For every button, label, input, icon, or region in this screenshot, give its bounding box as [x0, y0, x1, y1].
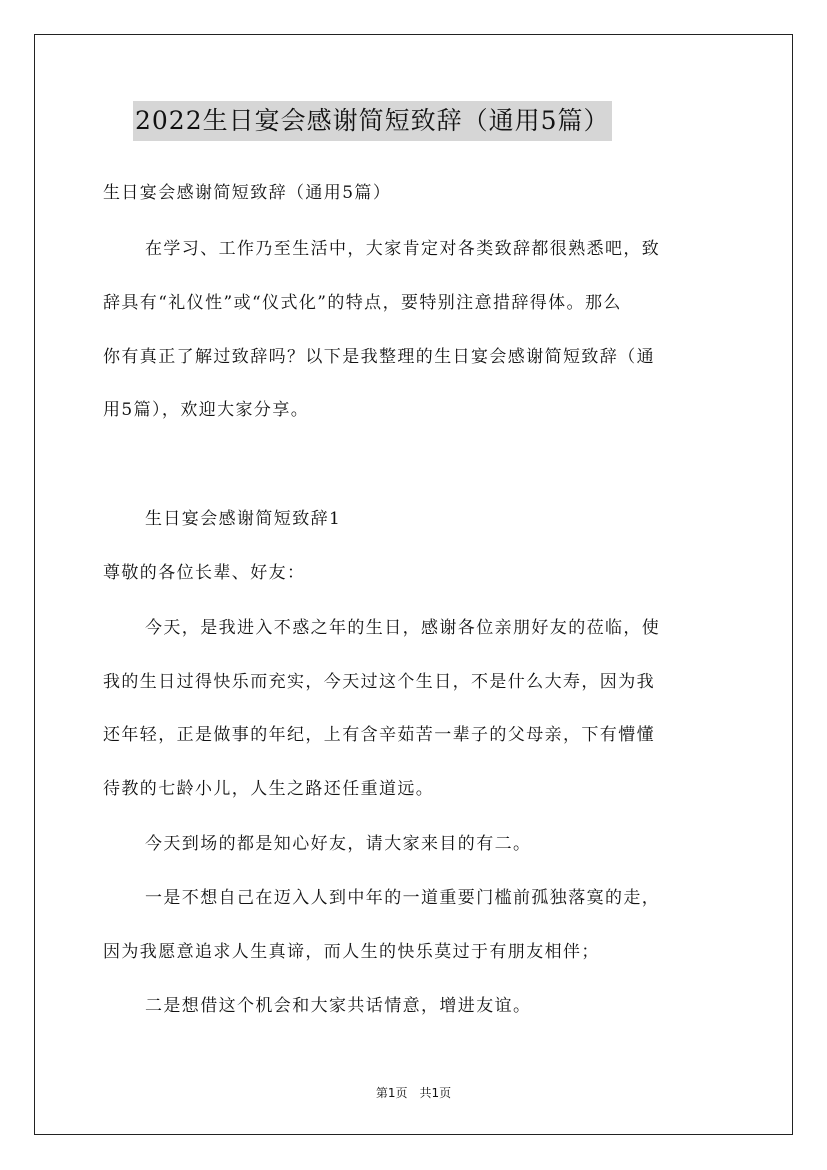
document-title: 2022生日宴会感谢简短致辞（通用5篇）: [133, 101, 612, 141]
page-number: 第1页: [375, 1086, 408, 1100]
body-line-3: 还年轻，正是做事的年纪，上有含辛茹苦一辈子的父母亲，下有懵懂: [103, 725, 655, 745]
intro-line-1: 在学习、工作乃至生活中，大家肯定对各类致辞都很熟悉吧，致: [145, 239, 661, 259]
body-line-1: 今天，是我进入不惑之年的生日，感谢各位亲朋好友的莅临，使: [145, 618, 661, 638]
intro-line-3: 你有真正了解过致辞吗？以下是我整理的生日宴会感谢简短致辞（通: [103, 347, 655, 367]
body-line-8: 二是想借这个机会和大家共话情意，增进友谊。: [145, 996, 532, 1016]
body-line-4: 待教的七龄小儿，人生之路还任重道远。: [103, 779, 435, 799]
section-heading: 生日宴会感谢简短致辞1: [145, 509, 342, 529]
body-line-6: 一是不想自己在迈入人到中年的一道重要门槛前孤独落寞的走，: [145, 888, 661, 908]
salutation: 尊敬的各位长辈、好友：: [103, 563, 306, 583]
page-footer: [0, 1085, 827, 1101]
body-line-7: 因为我愿意追求人生真谛，而人生的快乐莫过于有朋友相伴；: [103, 942, 600, 962]
body-line-5: 今天到场的都是知心好友，请大家来目的有二。: [145, 834, 532, 854]
intro-line-4: 用5篇），欢迎大家分享。: [103, 400, 310, 420]
document-subtitle: 生日宴会感谢简短致辞（通用5篇）: [103, 183, 392, 203]
intro-line-2: 辞具有“礼仪性”或“仪式化”的特点，要特别注意措辞得体。那么: [103, 293, 622, 313]
body-line-2: 我的生日过得快乐而充实，今天过这个生日，不是什么大寿，因为我: [103, 672, 655, 692]
page-total: 共1页: [419, 1086, 452, 1100]
